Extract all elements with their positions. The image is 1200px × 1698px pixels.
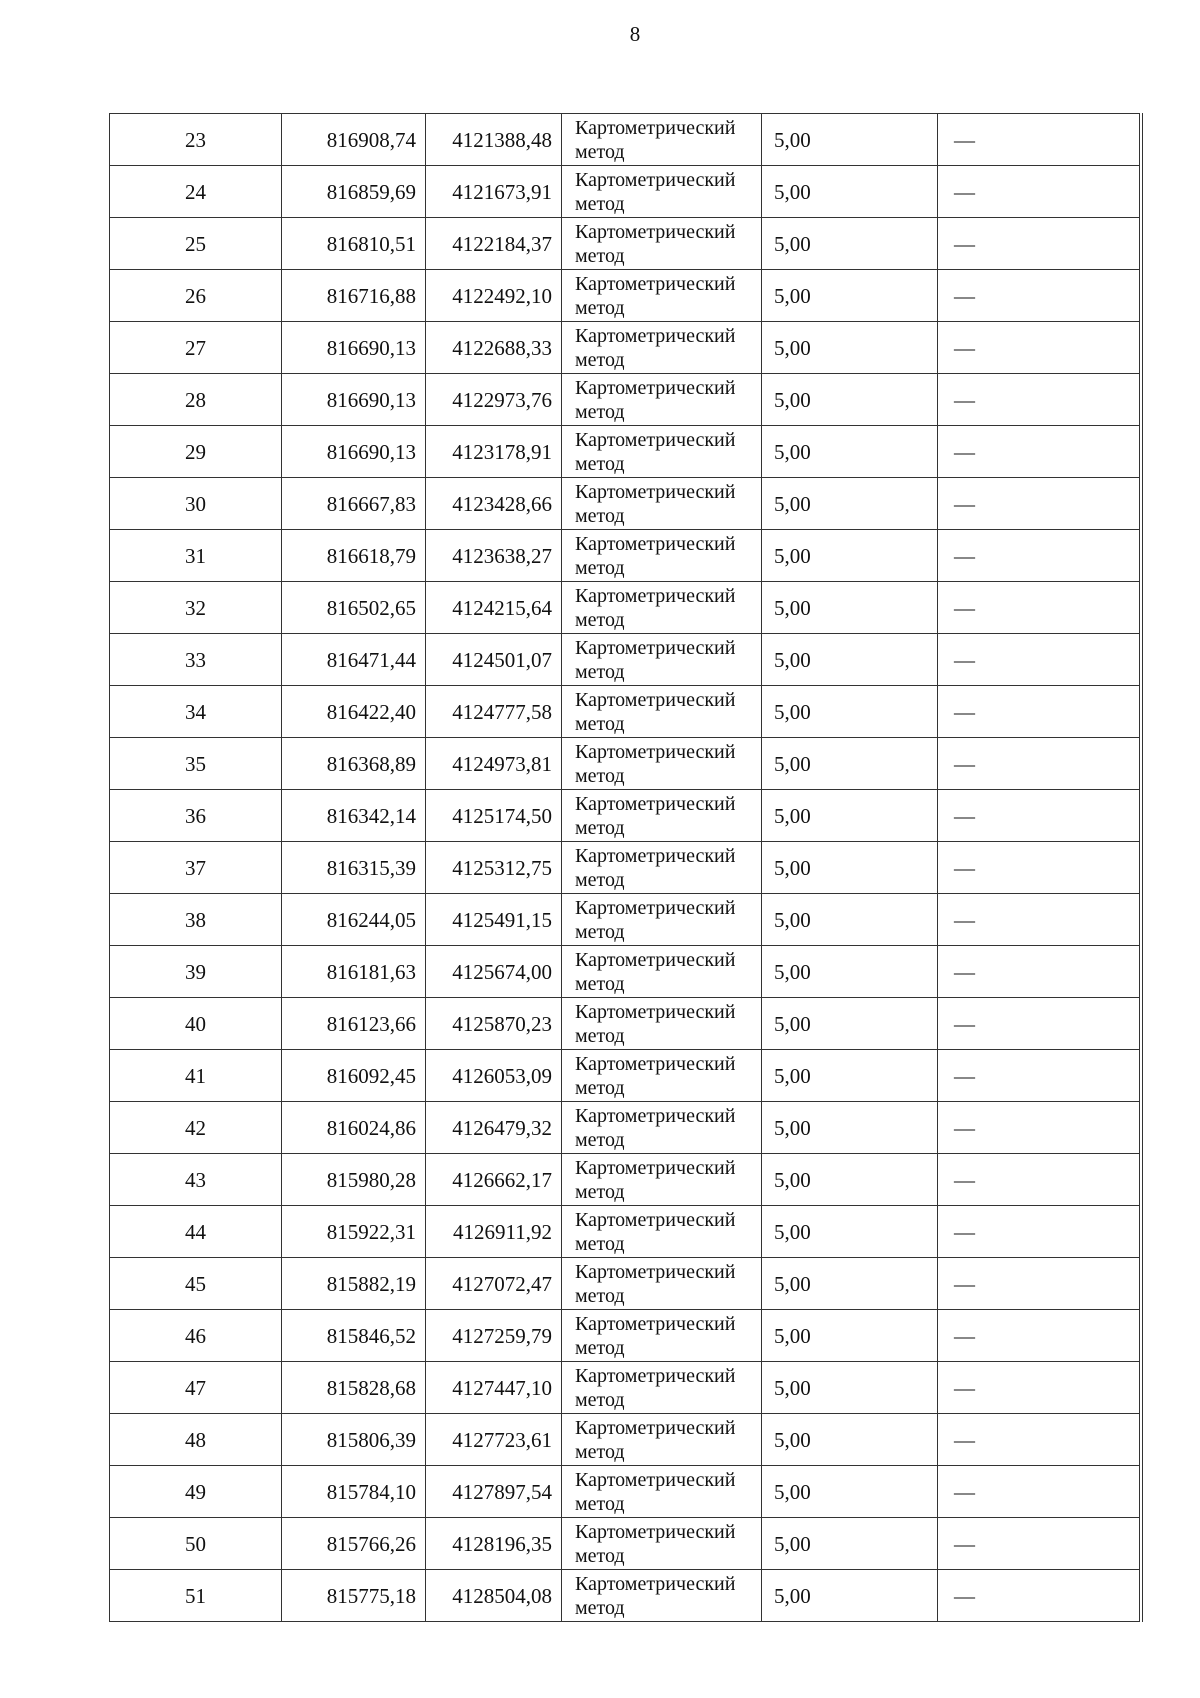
description-cell: — bbox=[938, 374, 1140, 426]
point-number-cell: 51 bbox=[110, 1570, 282, 1622]
method-cell: Картометрический метод bbox=[562, 374, 762, 426]
accuracy-cell: 5,00 bbox=[762, 790, 938, 842]
accuracy-cell: 5,00 bbox=[762, 218, 938, 270]
accuracy-cell: 5,00 bbox=[762, 946, 938, 998]
method-cell: Картометрический метод bbox=[562, 1050, 762, 1102]
table-row bbox=[110, 634, 1140, 686]
method-cell: Картометрический метод bbox=[562, 998, 762, 1050]
description-cell: — bbox=[938, 1518, 1140, 1570]
coordinate-y-cell: 4123428,66 bbox=[426, 478, 562, 530]
coordinate-x-cell: 816667,83 bbox=[282, 478, 426, 530]
description-cell: — bbox=[938, 166, 1140, 218]
accuracy-cell: 5,00 bbox=[762, 1206, 938, 1258]
method-cell: Картометрический метод bbox=[562, 426, 762, 478]
accuracy-cell: 5,00 bbox=[762, 166, 938, 218]
table-row bbox=[110, 582, 1140, 634]
method-cell: Картометрический метод bbox=[562, 1154, 762, 1206]
coordinate-y-cell: 4126479,32 bbox=[426, 1102, 562, 1154]
accuracy-cell: 5,00 bbox=[762, 270, 938, 322]
table-row bbox=[110, 894, 1140, 946]
description-cell: — bbox=[938, 1206, 1140, 1258]
method-cell: Картометрический метод bbox=[562, 1570, 762, 1622]
method-cell: Картометрический метод bbox=[562, 478, 762, 530]
description-cell: — bbox=[938, 582, 1140, 634]
coordinate-x-cell: 816092,45 bbox=[282, 1050, 426, 1102]
accuracy-cell: 5,00 bbox=[762, 686, 938, 738]
coordinate-x-cell: 815784,10 bbox=[282, 1466, 426, 1518]
coordinate-x-cell: 816244,05 bbox=[282, 894, 426, 946]
accuracy-cell: 5,00 bbox=[762, 1518, 938, 1570]
method-cell: Картометрический метод bbox=[562, 946, 762, 998]
point-number-cell: 26 bbox=[110, 270, 282, 322]
table-row bbox=[110, 1258, 1140, 1310]
point-number-cell: 34 bbox=[110, 686, 282, 738]
table-row bbox=[110, 322, 1140, 374]
coordinates-table bbox=[109, 113, 1140, 1622]
method-cell: Картометрический метод bbox=[562, 634, 762, 686]
description-cell: — bbox=[938, 894, 1140, 946]
coordinate-y-cell: 4123638,27 bbox=[426, 530, 562, 582]
description-cell: — bbox=[938, 1362, 1140, 1414]
coordinate-y-cell: 4124501,07 bbox=[426, 634, 562, 686]
point-number-cell: 49 bbox=[110, 1466, 282, 1518]
description-cell: — bbox=[938, 1102, 1140, 1154]
coordinate-y-cell: 4126053,09 bbox=[426, 1050, 562, 1102]
method-cell: Картометрический метод bbox=[562, 530, 762, 582]
method-cell: Картометрический метод bbox=[562, 1206, 762, 1258]
accuracy-cell: 5,00 bbox=[762, 426, 938, 478]
description-cell: — bbox=[938, 998, 1140, 1050]
table-row bbox=[110, 842, 1140, 894]
method-cell: Картометрический метод bbox=[562, 1310, 762, 1362]
coordinate-x-cell: 816690,13 bbox=[282, 426, 426, 478]
accuracy-cell: 5,00 bbox=[762, 842, 938, 894]
table-row bbox=[110, 166, 1140, 218]
coordinate-x-cell: 816342,14 bbox=[282, 790, 426, 842]
coordinate-x-cell: 816690,13 bbox=[282, 322, 426, 374]
table-row bbox=[110, 1570, 1140, 1622]
table-row bbox=[110, 218, 1140, 270]
coordinate-y-cell: 4127072,47 bbox=[426, 1258, 562, 1310]
point-number-cell: 32 bbox=[110, 582, 282, 634]
method-cell: Картометрический метод bbox=[562, 322, 762, 374]
point-number-cell: 30 bbox=[110, 478, 282, 530]
coordinate-x-cell: 815766,26 bbox=[282, 1518, 426, 1570]
point-number-cell: 47 bbox=[110, 1362, 282, 1414]
coordinate-x-cell: 815922,31 bbox=[282, 1206, 426, 1258]
table-row bbox=[110, 478, 1140, 530]
table-row bbox=[110, 738, 1140, 790]
description-cell: — bbox=[938, 1050, 1140, 1102]
point-number-cell: 48 bbox=[110, 1414, 282, 1466]
coordinate-x-cell: 816181,63 bbox=[282, 946, 426, 998]
description-cell: — bbox=[938, 270, 1140, 322]
point-number-cell: 39 bbox=[110, 946, 282, 998]
description-cell: — bbox=[938, 426, 1140, 478]
description-cell: — bbox=[938, 1414, 1140, 1466]
coordinate-x-cell: 816690,13 bbox=[282, 374, 426, 426]
description-cell: — bbox=[938, 530, 1140, 582]
coordinate-y-cell: 4124973,81 bbox=[426, 738, 562, 790]
table-row bbox=[110, 1414, 1140, 1466]
accuracy-cell: 5,00 bbox=[762, 738, 938, 790]
method-cell: Картометрический метод bbox=[562, 1518, 762, 1570]
method-cell: Картометрический метод bbox=[562, 166, 762, 218]
method-cell: Картометрический метод bbox=[562, 842, 762, 894]
accuracy-cell: 5,00 bbox=[762, 1050, 938, 1102]
table-row bbox=[110, 998, 1140, 1050]
table-row bbox=[110, 114, 1140, 166]
point-number-cell: 37 bbox=[110, 842, 282, 894]
coordinate-y-cell: 4126662,17 bbox=[426, 1154, 562, 1206]
method-cell: Картометрический метод bbox=[562, 1414, 762, 1466]
point-number-cell: 42 bbox=[110, 1102, 282, 1154]
coordinate-y-cell: 4122688,33 bbox=[426, 322, 562, 374]
coordinate-x-cell: 816859,69 bbox=[282, 166, 426, 218]
page-number: 8 bbox=[629, 22, 641, 46]
coordinates-table-wrapper bbox=[109, 113, 1143, 1622]
accuracy-cell: 5,00 bbox=[762, 1258, 938, 1310]
method-cell: Картометрический метод bbox=[562, 894, 762, 946]
coordinate-y-cell: 4127897,54 bbox=[426, 1466, 562, 1518]
description-cell: — bbox=[938, 1154, 1140, 1206]
accuracy-cell: 5,00 bbox=[762, 1154, 938, 1206]
point-number-cell: 41 bbox=[110, 1050, 282, 1102]
coordinate-x-cell: 815980,28 bbox=[282, 1154, 426, 1206]
method-cell: Картометрический метод bbox=[562, 686, 762, 738]
table-row bbox=[110, 1310, 1140, 1362]
table-row bbox=[110, 1154, 1140, 1206]
coordinate-y-cell: 4125174,50 bbox=[426, 790, 562, 842]
coordinate-x-cell: 816368,89 bbox=[282, 738, 426, 790]
point-number-cell: 50 bbox=[110, 1518, 282, 1570]
coordinate-x-cell: 816502,65 bbox=[282, 582, 426, 634]
coordinate-x-cell: 816618,79 bbox=[282, 530, 426, 582]
method-cell: Картометрический метод bbox=[562, 738, 762, 790]
description-cell: — bbox=[938, 478, 1140, 530]
point-number-cell: 25 bbox=[110, 218, 282, 270]
method-cell: Картометрический метод bbox=[562, 582, 762, 634]
table-row bbox=[110, 1206, 1140, 1258]
coordinate-y-cell: 4125674,00 bbox=[426, 946, 562, 998]
coordinate-x-cell: 816024,86 bbox=[282, 1102, 426, 1154]
coordinate-y-cell: 4125491,15 bbox=[426, 894, 562, 946]
point-number-cell: 27 bbox=[110, 322, 282, 374]
point-number-cell: 23 bbox=[110, 114, 282, 166]
description-cell: — bbox=[938, 634, 1140, 686]
description-cell: — bbox=[938, 322, 1140, 374]
point-number-cell: 45 bbox=[110, 1258, 282, 1310]
coordinate-y-cell: 4127259,79 bbox=[426, 1310, 562, 1362]
method-cell: Картометрический метод bbox=[562, 1102, 762, 1154]
coordinate-x-cell: 816908,74 bbox=[282, 114, 426, 166]
accuracy-cell: 5,00 bbox=[762, 374, 938, 426]
coordinate-y-cell: 4122492,10 bbox=[426, 270, 562, 322]
point-number-cell: 35 bbox=[110, 738, 282, 790]
accuracy-cell: 5,00 bbox=[762, 1310, 938, 1362]
description-cell: — bbox=[938, 946, 1140, 998]
coordinate-y-cell: 4127447,10 bbox=[426, 1362, 562, 1414]
table-row bbox=[110, 946, 1140, 998]
accuracy-cell: 5,00 bbox=[762, 1362, 938, 1414]
table-row bbox=[110, 1050, 1140, 1102]
coordinate-y-cell: 4125312,75 bbox=[426, 842, 562, 894]
coordinate-x-cell: 815775,18 bbox=[282, 1570, 426, 1622]
table-row bbox=[110, 790, 1140, 842]
coordinate-y-cell: 4124215,64 bbox=[426, 582, 562, 634]
coordinate-y-cell: 4122973,76 bbox=[426, 374, 562, 426]
coordinate-x-cell: 815882,19 bbox=[282, 1258, 426, 1310]
accuracy-cell: 5,00 bbox=[762, 114, 938, 166]
table-row bbox=[110, 270, 1140, 322]
coordinate-x-cell: 816716,88 bbox=[282, 270, 426, 322]
point-number-cell: 44 bbox=[110, 1206, 282, 1258]
description-cell: — bbox=[938, 686, 1140, 738]
coordinate-y-cell: 4123178,91 bbox=[426, 426, 562, 478]
point-number-cell: 29 bbox=[110, 426, 282, 478]
accuracy-cell: 5,00 bbox=[762, 1570, 938, 1622]
description-cell: — bbox=[938, 1258, 1140, 1310]
coordinate-y-cell: 4125870,23 bbox=[426, 998, 562, 1050]
accuracy-cell: 5,00 bbox=[762, 1414, 938, 1466]
description-cell: — bbox=[938, 842, 1140, 894]
description-cell: — bbox=[938, 114, 1140, 166]
point-number-cell: 38 bbox=[110, 894, 282, 946]
coordinate-y-cell: 4124777,58 bbox=[426, 686, 562, 738]
method-cell: Картометрический метод bbox=[562, 790, 762, 842]
point-number-cell: 33 bbox=[110, 634, 282, 686]
table-row bbox=[110, 1102, 1140, 1154]
point-number-cell: 46 bbox=[110, 1310, 282, 1362]
method-cell: Картометрический метод bbox=[562, 114, 762, 166]
accuracy-cell: 5,00 bbox=[762, 582, 938, 634]
coordinate-y-cell: 4121388,48 bbox=[426, 114, 562, 166]
accuracy-cell: 5,00 bbox=[762, 1102, 938, 1154]
method-cell: Картометрический метод bbox=[562, 1362, 762, 1414]
coordinate-y-cell: 4121673,91 bbox=[426, 166, 562, 218]
method-cell: Картометрический метод bbox=[562, 1466, 762, 1518]
coordinate-x-cell: 815806,39 bbox=[282, 1414, 426, 1466]
coordinate-y-cell: 4128504,08 bbox=[426, 1570, 562, 1622]
table-row bbox=[110, 1466, 1140, 1518]
coordinate-x-cell: 815828,68 bbox=[282, 1362, 426, 1414]
accuracy-cell: 5,00 bbox=[762, 998, 938, 1050]
description-cell: — bbox=[938, 1466, 1140, 1518]
method-cell: Картометрический метод bbox=[562, 270, 762, 322]
table-row bbox=[110, 426, 1140, 478]
coordinate-x-cell: 816123,66 bbox=[282, 998, 426, 1050]
accuracy-cell: 5,00 bbox=[762, 478, 938, 530]
table-row bbox=[110, 530, 1140, 582]
coordinates-table-body bbox=[110, 114, 1140, 1622]
point-number-cell: 40 bbox=[110, 998, 282, 1050]
coordinate-x-cell: 816471,44 bbox=[282, 634, 426, 686]
description-cell: — bbox=[938, 218, 1140, 270]
point-number-cell: 24 bbox=[110, 166, 282, 218]
table-row bbox=[110, 374, 1140, 426]
accuracy-cell: 5,00 bbox=[762, 894, 938, 946]
accuracy-cell: 5,00 bbox=[762, 634, 938, 686]
coordinate-y-cell: 4126911,92 bbox=[426, 1206, 562, 1258]
method-cell: Картометрический метод bbox=[562, 218, 762, 270]
coordinate-x-cell: 815846,52 bbox=[282, 1310, 426, 1362]
table-row bbox=[110, 1362, 1140, 1414]
description-cell: — bbox=[938, 1570, 1140, 1622]
coordinate-x-cell: 816810,51 bbox=[282, 218, 426, 270]
accuracy-cell: 5,00 bbox=[762, 322, 938, 374]
coordinate-y-cell: 4128196,35 bbox=[426, 1518, 562, 1570]
table-row bbox=[110, 686, 1140, 738]
table-row bbox=[110, 1518, 1140, 1570]
accuracy-cell: 5,00 bbox=[762, 530, 938, 582]
coordinate-x-cell: 816422,40 bbox=[282, 686, 426, 738]
description-cell: — bbox=[938, 738, 1140, 790]
point-number-cell: 43 bbox=[110, 1154, 282, 1206]
coordinate-y-cell: 4127723,61 bbox=[426, 1414, 562, 1466]
accuracy-cell: 5,00 bbox=[762, 1466, 938, 1518]
method-cell: Картометрический метод bbox=[562, 1258, 762, 1310]
point-number-cell: 31 bbox=[110, 530, 282, 582]
coordinate-x-cell: 816315,39 bbox=[282, 842, 426, 894]
description-cell: — bbox=[938, 790, 1140, 842]
point-number-cell: 36 bbox=[110, 790, 282, 842]
coordinate-y-cell: 4122184,37 bbox=[426, 218, 562, 270]
description-cell: — bbox=[938, 1310, 1140, 1362]
point-number-cell: 28 bbox=[110, 374, 282, 426]
